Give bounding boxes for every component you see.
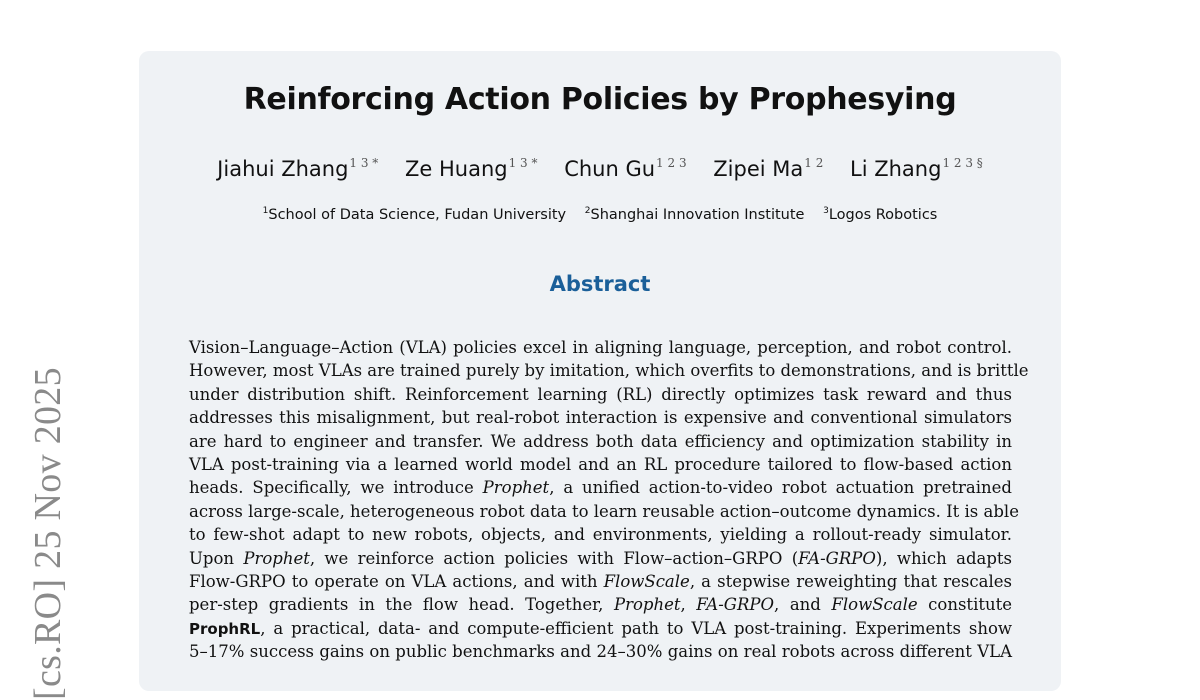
author-marks: 1 2 3 (656, 156, 687, 170)
abstract-text: , and (774, 595, 832, 615)
affiliation-mark: 2 (584, 206, 591, 216)
abstract-heading: Abstract (549, 272, 651, 296)
abstract-line (189, 383, 1012, 406)
abstract-text: , a stepwise reweighting that rescales (689, 571, 1012, 591)
paper-title: Reinforcing Action Policies by Prophesying (243, 82, 957, 117)
emphasis-term: Prophet (482, 478, 550, 498)
abstract-text: Upon (189, 548, 244, 568)
emphasis-term: FA-GRPO (696, 595, 775, 615)
abstract-text: Flow-GRPO to operate on VLA actions, and with (189, 571, 604, 591)
affiliation (585, 206, 805, 223)
emphasis-term: FlowScale (831, 595, 918, 615)
affiliation (823, 206, 937, 223)
author-name: Li Zhang (850, 157, 942, 181)
author-marks: 1 3 * (349, 156, 379, 170)
abstract-line (189, 476, 1012, 499)
abstract-body (189, 336, 1029, 663)
abstract-line (189, 359, 1029, 382)
affiliation-mark: 1 (262, 206, 269, 216)
method-name: ProphRL (189, 619, 261, 638)
affiliation-name: School of Data Science, Fudan University (268, 207, 567, 223)
abstract-line (189, 570, 1012, 593)
abstract-line (189, 617, 1012, 640)
abstract-text: are hard to engineer and transfer. We address both data efficiency and optimization stability in (189, 431, 1012, 451)
abstract-text: However, most VLAs are trained purely by imitation, which overfits to demonstrations, and is brittle (189, 361, 1029, 381)
abstract-line (189, 547, 1012, 570)
author-list (0, 156, 1200, 181)
abstract-line (189, 593, 1012, 616)
abstract-text: , we reinforce action policies with Flow–action–GRPO ( (309, 548, 799, 568)
emphasis-term: FA-GRPO (798, 548, 876, 568)
abstract-text: constitute (917, 595, 1012, 615)
abstract-text: , (680, 595, 697, 615)
abstract-text: per-step gradients in the flow head. Together, (189, 595, 614, 615)
abstract-line (189, 453, 1012, 476)
author (217, 156, 378, 181)
abstract-text: VLA post-training via a learned world model and an RL procedure tailored to flow-based action (189, 454, 1012, 474)
abstract-text: , a unified action-to-video robot actuation pretrained (549, 478, 1012, 498)
affiliation-name: Logos Robotics (828, 207, 938, 223)
abstract-line (189, 336, 1012, 359)
author (405, 156, 538, 181)
author-name: Ze Huang (405, 157, 508, 181)
author-name: Chun Gu (564, 157, 656, 181)
affiliation-mark: 3 (823, 206, 829, 216)
author-name: Jiahui Zhang (217, 157, 349, 181)
emphasis-term: Prophet (613, 595, 681, 615)
emphasis-term: FlowScale (603, 571, 690, 591)
affiliation-name: Shanghai Innovation Institute (590, 207, 805, 223)
abstract-line (189, 406, 1012, 429)
author-marks: 1 3 * (508, 156, 538, 170)
author-name: Zipei Ma (713, 157, 804, 181)
abstract-text: under distribution shift. Reinforcement learning (RL) directly optimizes task reward and thus (189, 384, 1012, 404)
abstract-line (189, 500, 1019, 523)
affiliation-list (0, 206, 1200, 223)
abstract-text: heads. Specifically, we introduce (189, 478, 483, 498)
abstract-text: across large-scale, heterogeneous robot data to learn reusable action–outcome dynamics. It is able (189, 501, 1019, 521)
abstract-text: 5–17% success gains on public benchmarks and 24–30% gains on real robots across different VLA (189, 642, 1012, 662)
abstract-line (189, 523, 1012, 546)
abstract-line (189, 430, 1012, 453)
author (713, 156, 823, 181)
abstract-line (189, 640, 1012, 663)
abstract-text: Vision–Language–Action (VLA) policies excel in aligning language, perception, and robot control. (189, 338, 1012, 357)
author-marks: 1 2 3 § (942, 156, 983, 170)
abstract-text: ), which adapts (875, 548, 1012, 568)
emphasis-term: Prophet (243, 548, 310, 568)
abstract-text: to few-shot adapt to new robots, objects, and environments, yielding a rollout-ready simulator. (189, 525, 1012, 545)
author-marks: 1 2 (804, 156, 824, 170)
abstract-text: addresses this misalignment, but real-robot interaction is expensive and conventional simulators (189, 408, 1012, 428)
author (850, 156, 983, 181)
author (564, 156, 686, 181)
abstract-text: , a practical, data- and compute-efficient path to VLA post-training. Experiments show (260, 618, 1012, 638)
arxiv-stamp: [cs.RO] 25 Nov 2025 (27, 367, 69, 700)
affiliation (263, 206, 567, 223)
